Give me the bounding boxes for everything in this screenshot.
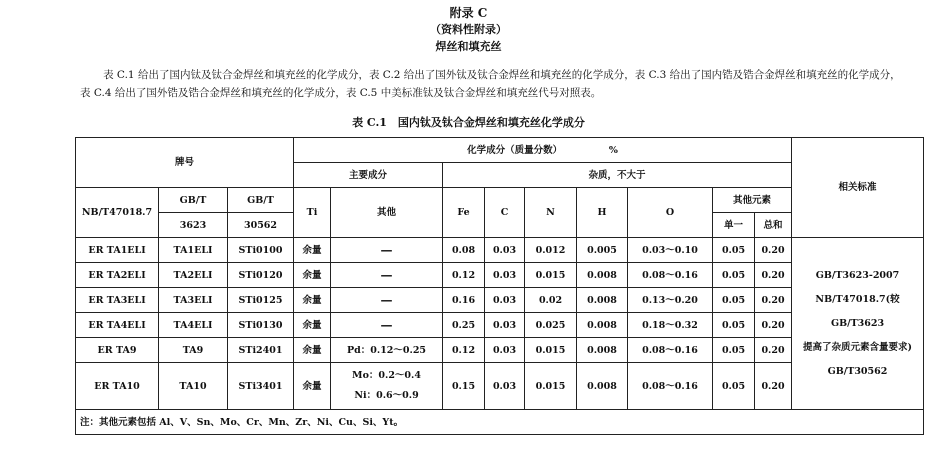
appendix-subject: 焊丝和填充丝 [435,40,502,53]
cell-gb30562: STi0125 [228,288,294,313]
cell-single: 0.05 [713,263,755,288]
cell-fe: 0.15 [443,363,485,410]
header-composition-label: 化学成分（质量分数） [467,144,563,156]
cell-nb: ER TA10 [76,363,159,410]
header-impurities: 杂质，不大于 [443,163,792,188]
table-row [76,238,924,263]
col-other-elements: 其他元素 [713,188,792,213]
cell-h: 0.008 [577,263,628,288]
col-gb3623-top: GB/T [159,188,228,213]
cell-total: 0.20 [755,288,792,313]
cell-ti: 余量 [294,313,331,338]
col-gb30562-bottom: 30562 [228,213,294,238]
cell-nb: ER TA2ELI [76,263,159,288]
cell-total: 0.20 [755,363,792,410]
col-h: H [577,188,628,238]
cell-n: 0.015 [525,263,577,288]
cell-n: 0.015 [525,363,577,410]
cell-c: 0.03 [485,363,525,410]
cell-total: 0.20 [755,263,792,288]
related-line-2: NB/T47018.7(较 GB/T3623 [815,293,900,329]
col-ti: Ti [294,188,331,238]
cell-o: 0.08～0.16 [628,363,713,410]
cell-other [331,363,443,410]
cell-h: 0.005 [577,238,628,263]
cell-single: 0.05 [713,313,755,338]
cell-single: 0.05 [713,288,755,313]
cell-ti: 余量 [294,363,331,410]
cell-o: 0.08～0.16 [628,263,713,288]
cell-nb: ER TA9 [76,338,159,363]
cell-gb3623: TA4ELI [159,313,228,338]
cell-fe: 0.25 [443,313,485,338]
cell-n: 0.025 [525,313,577,338]
cell-ti: 余量 [294,263,331,288]
cell-nb: ER TA4ELI [76,313,159,338]
header-related-standard: 相关标准 [792,138,924,238]
cell-h: 0.008 [577,363,628,410]
cell-n: 0.012 [525,238,577,263]
cell-total: 0.20 [755,238,792,263]
cell-gb3623: TA3ELI [159,288,228,313]
cell-n: 0.02 [525,288,577,313]
cell-fe: 0.12 [443,338,485,363]
cell-gb30562: STi0130 [228,313,294,338]
col-gb3623-bottom: 3623 [159,213,228,238]
cell-gb3623: TA9 [159,338,228,363]
cell-gb30562: STi3401 [228,363,294,410]
cell-h: 0.008 [577,288,628,313]
composition-table [75,137,924,435]
cell-nb: ER TA1ELI [76,238,159,263]
cell-o: 0.08～0.16 [628,338,713,363]
cell-o: 0.18～0.32 [628,313,713,338]
cell-single: 0.05 [713,338,755,363]
col-c: C [485,188,525,238]
cell-other: — [331,238,443,263]
col-total: 总和 [755,213,792,238]
col-nb: NB/T47018.7 [76,188,159,238]
related-line-3: 提高了杂质元素含量要求) [803,341,913,353]
cell-fe: 0.08 [443,238,485,263]
cell-other-mo: Mo：0.2～0.4 [352,370,421,381]
cell-c: 0.03 [485,288,525,313]
cell-other-ni: Ni：0.6～0.9 [354,390,419,401]
cell-n: 0.015 [525,338,577,363]
cell-ti: 余量 [294,238,331,263]
cell-h: 0.008 [577,338,628,363]
cell-fe: 0.16 [443,288,485,313]
appendix-nature: （资料性附录） [430,23,507,36]
cell-gb30562: STi0120 [228,263,294,288]
header-percent: % [608,144,618,156]
cell-gb30562: STi2401 [228,338,294,363]
cell-total: 0.20 [755,313,792,338]
cell-nb: ER TA3ELI [76,288,159,313]
related-line-1: GB/T3623-2007 [815,269,900,281]
cell-o: 0.03～0.10 [628,238,713,263]
col-n: N [525,188,577,238]
intro-paragraph: 表 C.1 给出了国内钛及钛合金焊丝和填充丝的化学成分，表 C.2 给出了国外钛及钛合金焊丝和填充丝的化学成分，表 C.3 给出了国内锆及锆合金焊丝和填充丝的化学成分，表 C.4 给出了国外锆及锆合金焊丝和填充丝的化学成分，表 C.5 中美标准钛及钛合金焊丝和填充丝代号对照表。 [80,69,901,99]
table-note: 注：其他元素包括 Al、V、Sn、Mo、Cr、Mn、Zr、Ni、Cu、Si、Yt。 [76,410,924,435]
related-line-4: GB/T30562 [827,365,888,377]
col-fe: Fe [443,188,485,238]
col-single: 单一 [713,213,755,238]
col-gb30562-top: GB/T [228,188,294,213]
cell-gb3623: TA2ELI [159,263,228,288]
cell-single: 0.05 [713,363,755,410]
cell-single: 0.05 [713,238,755,263]
cell-c: 0.03 [485,263,525,288]
appendix-title: 附录 C [449,6,488,20]
cell-gb3623: TA1ELI [159,238,228,263]
cell-total: 0.20 [755,338,792,363]
cell-other: — [331,263,443,288]
header-grade: 牌号 [76,138,294,188]
cell-o: 0.13～0.20 [628,288,713,313]
cell-ti: 余量 [294,288,331,313]
cell-related-standard [792,238,924,410]
cell-ti: 余量 [294,338,331,363]
cell-c: 0.03 [485,238,525,263]
header-composition [294,138,792,163]
cell-fe: 0.12 [443,263,485,288]
cell-other: Pd：0.12～0.25 [331,338,443,363]
cell-c: 0.03 [485,313,525,338]
col-other: 其他 [331,188,443,238]
table-title: 表 C.1 国内钛及钛合金焊丝和填充丝化学成分 [352,116,585,129]
header-main-components: 主要成分 [294,163,443,188]
cell-c: 0.03 [485,338,525,363]
cell-gb3623: TA10 [159,363,228,410]
col-o: O [628,188,713,238]
cell-other: — [331,313,443,338]
cell-other: — [331,288,443,313]
cell-gb30562: STi0100 [228,238,294,263]
cell-h: 0.008 [577,313,628,338]
